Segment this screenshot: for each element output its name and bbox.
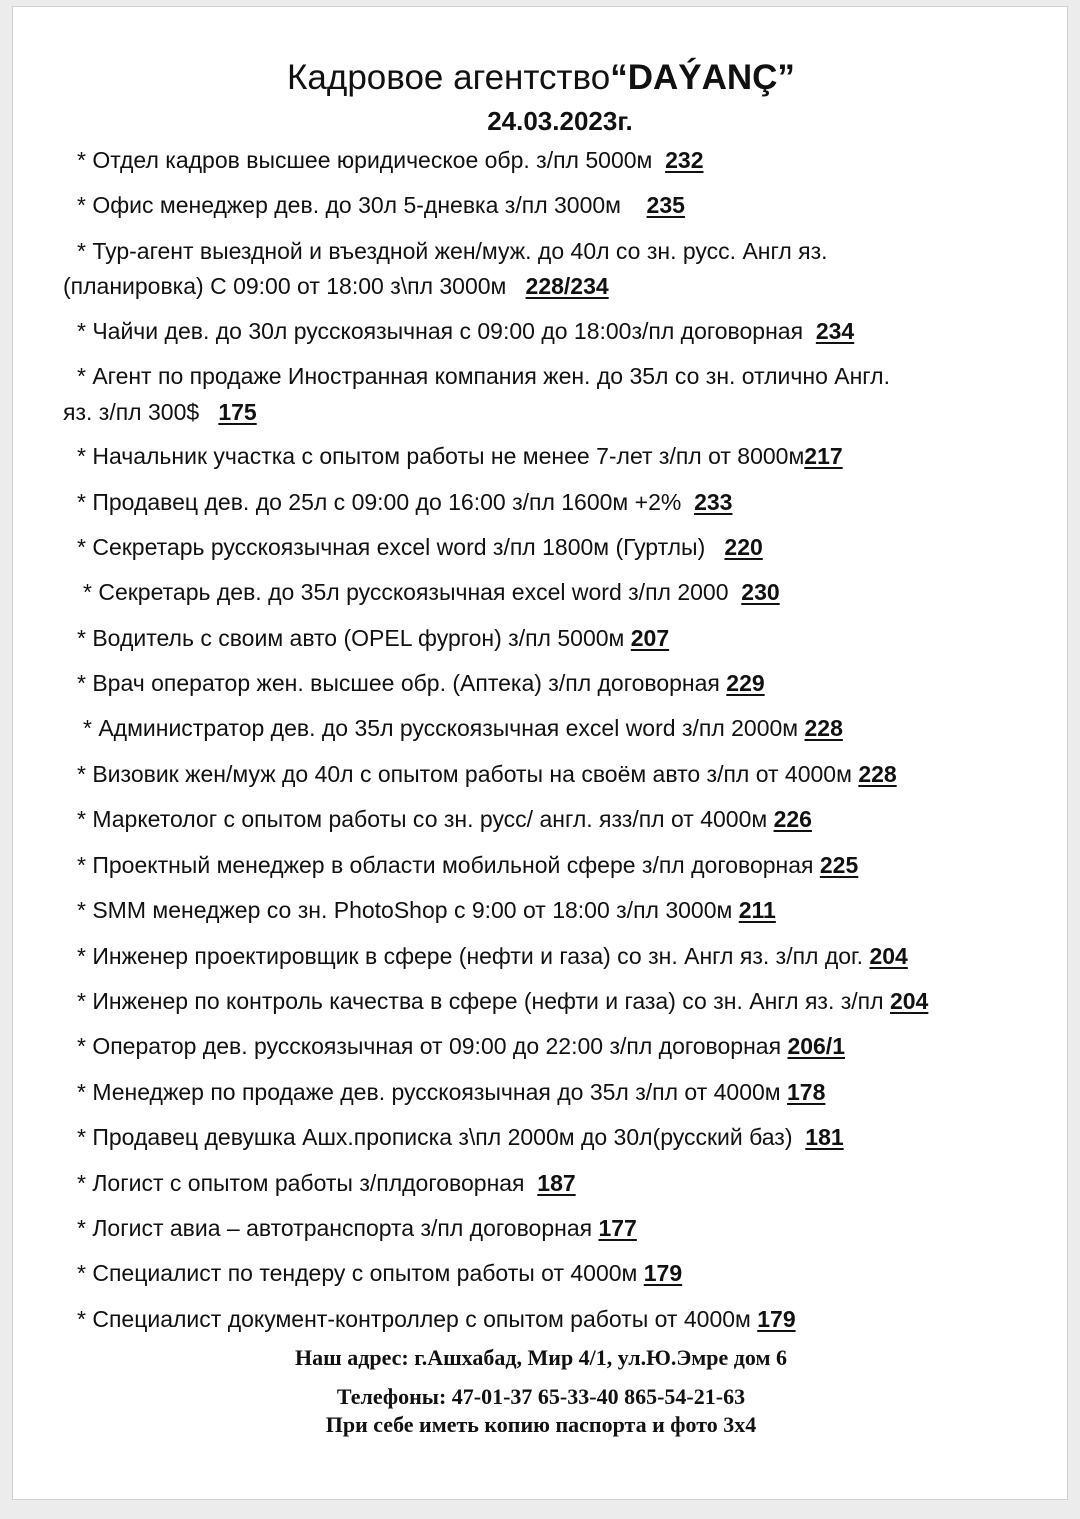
agency-address: Наш адрес: г.Ашхабад, Мир 4/1, ул.Ю.Эмре дом 6 xyxy=(295,1345,787,1370)
job-text: * Тур-агент выездной и въездной жен/муж. до 40л со зн. русс. Англ яз. xyxy=(77,238,828,264)
job-code: 220 xyxy=(724,534,763,560)
job-text: * Продавец девушка Ашх.прописка з\пл 2000м до 30л(русский баз) xyxy=(77,1124,793,1150)
job-code: 229 xyxy=(726,670,765,696)
job-code: 179 xyxy=(757,1306,796,1332)
job-listing xyxy=(77,1257,682,1289)
job-text: * Специалист по тендеру с опытом работы от 4000м xyxy=(77,1260,638,1286)
job-text: * Проектный менеджер в области мобильной сфере з/пл договорная xyxy=(77,852,814,878)
job-listing-continued xyxy=(63,270,609,302)
job-text: яз. з/пл 300$ xyxy=(63,399,200,425)
job-listing xyxy=(77,667,765,699)
job-code: 204 xyxy=(889,988,929,1014)
job-text: * Секретарь русскоязычная excel word з/пл 1800м (Гуртлы) xyxy=(77,534,706,560)
job-code: 228 xyxy=(804,715,843,741)
job-listing xyxy=(77,1303,796,1335)
job-code: 178 xyxy=(787,1079,826,1105)
job-listing xyxy=(77,1167,576,1199)
job-code: 187 xyxy=(537,1170,576,1196)
job-code: 228 xyxy=(858,761,897,787)
job-text: * Специалист документ-контроллер с опытом работы от 4000м xyxy=(77,1306,751,1332)
job-code: 225 xyxy=(819,852,859,878)
job-code: 217 xyxy=(804,443,843,469)
job-code: 181 xyxy=(805,1124,844,1150)
job-code: 228/234 xyxy=(525,273,609,299)
job-listing xyxy=(77,803,812,835)
job-listing xyxy=(77,144,704,176)
job-listing xyxy=(77,758,897,790)
job-text: * Водитель с своим авто (OPEL фургон) з/пл 5000м xyxy=(77,625,625,651)
agency-brand: “DAÝANÇ” xyxy=(610,58,795,97)
job-code: 226 xyxy=(773,806,812,832)
job-listing xyxy=(77,622,669,654)
job-listing xyxy=(77,1212,637,1244)
job-text: * Агент по продаже Иностранная компания жен. до 35л со зн. отлично Англ. xyxy=(77,363,890,389)
job-listing xyxy=(77,315,854,347)
job-listing xyxy=(77,189,685,221)
job-code: 235 xyxy=(646,192,685,218)
job-text: * SMM менеджер со зн. PhotoShop с 9:00 от 18:00 з/пл 3000м xyxy=(77,897,733,923)
job-listing xyxy=(83,576,780,608)
job-text: * Менеджер по продаже дев. русскоязычная до 35л з/пл от 4000м xyxy=(77,1079,781,1105)
job-listing xyxy=(77,1121,844,1153)
job-text: (планировка) С 09:00 от 18:00 з\пл 3000м xyxy=(63,273,507,299)
job-text: * Оператор дев. русскоязычная от 09:00 до 22:00 з/пл договорная xyxy=(77,1033,782,1059)
agency-phones: Телефоны: 47-01-37 65-33-40 865-54-21-63 xyxy=(336,1384,746,1409)
job-code: 230 xyxy=(741,579,780,605)
job-code: 204 xyxy=(869,943,908,969)
job-text: * Логист авиа – автотранспорта з/пл договорная xyxy=(77,1215,593,1241)
page-title xyxy=(13,55,1069,101)
job-code: 234 xyxy=(815,318,855,344)
job-listing xyxy=(77,1076,825,1108)
job-listing xyxy=(77,940,908,972)
job-listing xyxy=(83,712,843,744)
job-listing xyxy=(77,985,928,1017)
job-listing xyxy=(77,440,843,472)
job-code: 232 xyxy=(665,147,704,173)
job-listing xyxy=(77,531,763,563)
title-prefix: Кадровое агентство xyxy=(287,58,611,97)
job-text: * Маркетолог с опытом работы со зн. русс/ англ. язз/пл от 4000м xyxy=(77,806,768,832)
job-text: * Врач оператор жен. высшее обр. (Аптека) з/пл договорная xyxy=(77,670,720,696)
job-code: 233 xyxy=(694,489,733,515)
job-text: * Инженер по контроль качества в сфере (нефти и газа) со зн. Англ яз. з/пл xyxy=(77,988,884,1014)
job-listing xyxy=(77,360,890,392)
job-text: * Администратор дев. до 35л русскоязычная excel word з/пл 2000м xyxy=(83,715,799,741)
job-code: 179 xyxy=(643,1260,683,1286)
job-code: 207 xyxy=(630,625,670,651)
job-listing xyxy=(77,486,732,518)
job-listing xyxy=(77,849,858,881)
job-code: 177 xyxy=(598,1215,637,1241)
document-page xyxy=(12,6,1068,1500)
job-listing xyxy=(77,1030,845,1062)
document-date: 24.03.2023г. xyxy=(487,106,633,136)
job-text: * Чайчи дев. до 30л русскоязычная с 09:00 до 18:00з/пл договорная xyxy=(77,318,804,344)
job-code: 211 xyxy=(738,897,776,923)
job-code: 206/1 xyxy=(787,1033,845,1059)
job-text: * Инженер проектировщик в сфере (нефти и газа) со зн. Англ яз. з/пл дог. xyxy=(77,943,864,969)
job-listing xyxy=(77,894,776,926)
job-text: * Начальник участка с опытом работы не менее 7-лет з/пл от 8000м xyxy=(77,443,805,469)
job-listing xyxy=(77,235,828,267)
job-listing-continued xyxy=(63,396,257,428)
job-text: * Логист с опытом работы з/плдоговорная xyxy=(77,1170,525,1196)
document-requirements-note: При себе иметь копию паспорта и фото 3х4 xyxy=(325,1412,757,1437)
job-text: * Офис менеджер дев. до 30л 5-дневка з/пл 3000м xyxy=(77,192,621,218)
job-text: * Отдел кадров высшее юридическое обр. з/пл 5000м xyxy=(77,147,653,173)
job-text: * Секретарь дев. до 35л русскоязычная excel word з/пл 2000 xyxy=(83,579,729,605)
job-text: * Продавец дев. до 25л с 09:00 до 16:00 з/пл 1600м +2% xyxy=(77,489,682,515)
job-code: 175 xyxy=(218,399,257,425)
job-text: * Визовик жен/муж до 40л с опытом работы на своём авто з/пл от 4000м xyxy=(77,761,852,787)
